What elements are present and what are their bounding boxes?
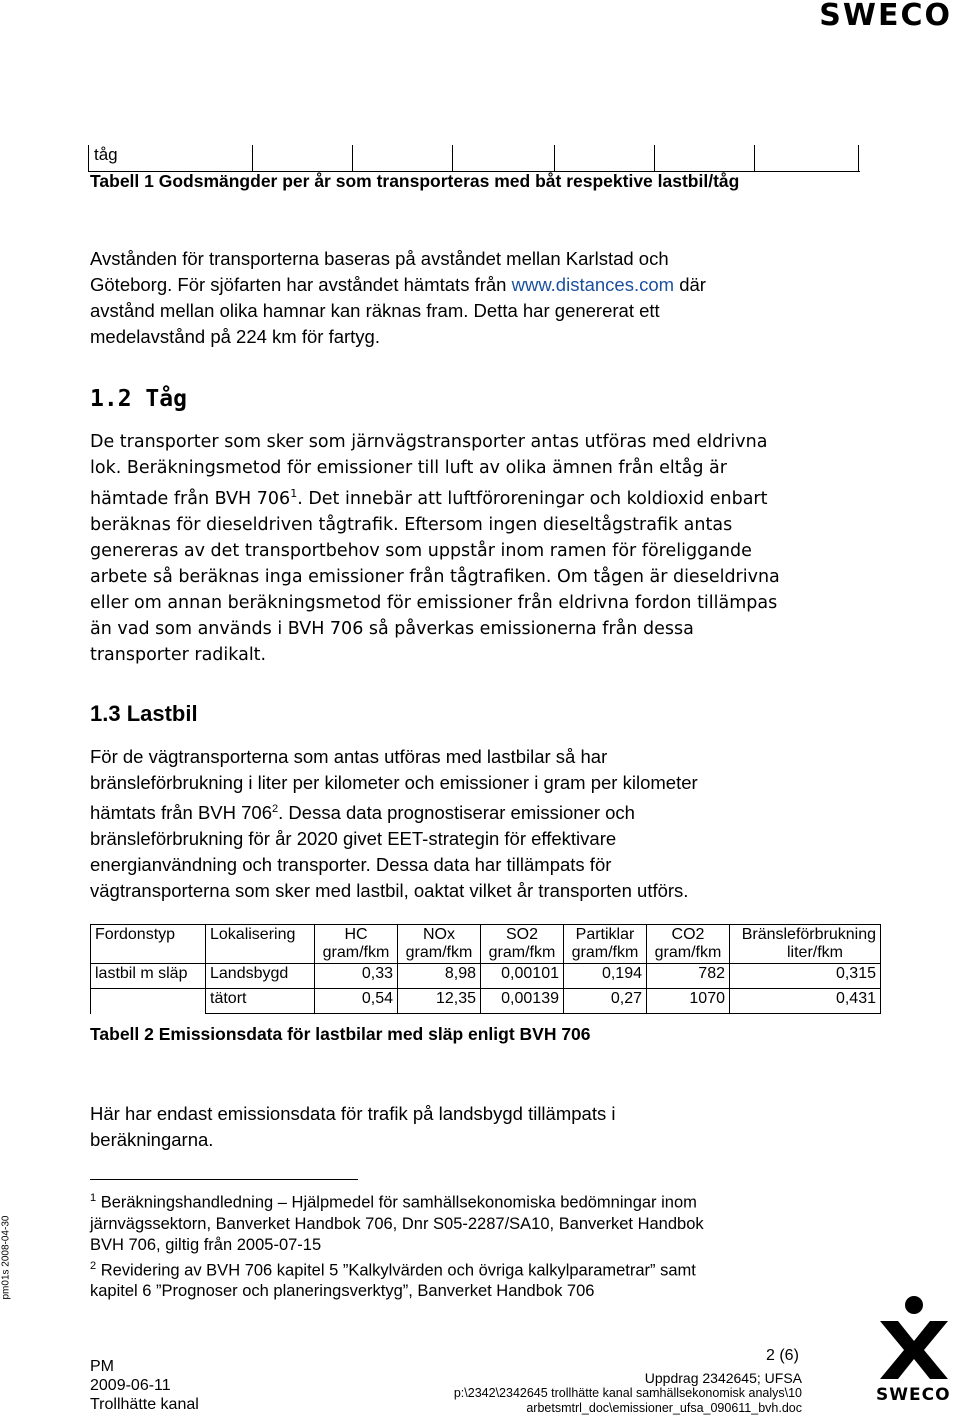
table1-fragment-cell: tåg: [94, 145, 118, 164]
text-fragment: hämtats från BVH 706: [90, 802, 273, 824]
table-cell: 1070: [647, 989, 730, 1014]
project-name: Trollhätte kanal: [90, 1396, 199, 1413]
sweco-logo-bottom: [874, 1295, 954, 1413]
text-line: avstånd mellan olika hamnar kan räknas fram. Detta har genererat ett: [90, 300, 660, 321]
footnote-ref: 1: [290, 487, 298, 500]
paragraph-landsbygd: [90, 1101, 615, 1153]
distances-link[interactable]: www.distances.com: [511, 274, 675, 295]
table-cell: 0,315: [730, 964, 881, 989]
text-line: eller om annan beräkningsmetod för emissioner från eldrivna fordon tillämpas: [90, 592, 778, 613]
header-cell: Bränsleförbrukning liter/fkm: [730, 925, 881, 964]
table-cell: 8,98: [398, 964, 481, 989]
text-line: bränsleförbrukning i liter per kilometer och emissioner i gram per kilometer: [90, 772, 698, 793]
table1-divider: [858, 145, 859, 171]
text-line: lok. Beräkningsmetod för emissioner till luft av olika ämnen från eltåg är: [90, 458, 727, 478]
footnote-2-cont: kapitel 6 ”Prognoser och planeringsverktyg”, Banverket Handbok 706: [90, 1282, 595, 1300]
emissions-table: [90, 924, 881, 1014]
header-cell: Lokalisering: [206, 925, 315, 964]
text-line: De transporter som sker som järnvägstransporter antas utföras med eldrivna: [90, 432, 768, 452]
text-line: bränsleförbrukning för år 2020 givet EET-strategin för effektivare: [90, 828, 617, 850]
sweco-emblem-icon: [874, 1295, 954, 1385]
table-cell: 782: [647, 964, 730, 989]
text-fragment: . Det innebär att luftföroreningar och koldioxid enbart: [297, 488, 768, 509]
table1-divider: [654, 145, 655, 171]
footnote-1-cont: BVH 706, giltig från 2005-07-15: [90, 1235, 322, 1254]
table1-divider: [352, 145, 353, 171]
table-cell: 0,33: [315, 964, 398, 989]
footnote-2: $^2$ Revidering av BVH 706 kapitel 5 ”Kalkylvärden och övriga kalkylparametrar” samt: [90, 1259, 696, 1279]
sweco-logo-top: SWECO: [819, 0, 952, 33]
text-line: transporter radikalt.: [90, 644, 267, 665]
table-cell: 0,431: [730, 989, 881, 1014]
file-path: p:\2342\2342645 trollhätte kanal samhällsekonomisk analys\10: [453, 1386, 802, 1400]
footnote-ref: 2: [272, 803, 279, 815]
header-cell: NOx gram/fkm: [398, 925, 481, 964]
paragraph-train: [90, 429, 780, 668]
table-cell: 0,00101: [481, 964, 564, 989]
text-line: [90, 796, 698, 826]
text-line: arbete så beräknas inga emissioner från tågtrafiken. Om tågen är dieseldrivna: [90, 566, 780, 587]
table1-divider: [252, 145, 253, 171]
text-fragment: där: [674, 274, 706, 295]
table-header-row: [91, 925, 881, 964]
table1-divider: [754, 145, 755, 171]
text-fragment: . Dessa data prognostiserar emissioner och: [278, 802, 635, 824]
table-cell: Landsbygd: [206, 964, 315, 989]
footer-left: [90, 1357, 199, 1414]
header-cell: Partiklar gram/fkm: [564, 925, 647, 964]
table-cell: [91, 989, 206, 1014]
text-line: energianvändning och transporter. Dessa data har tillämpats för: [90, 854, 612, 876]
text-fragment: Göteborg. För sjöfarten har avståndet hämtats från: [90, 274, 512, 295]
footnote-separator: [90, 1179, 358, 1180]
template-id-label: pm01s 2008-04-30: [0, 1215, 12, 1300]
text-line: [90, 481, 780, 512]
text-line: genereras av det transportbehov som uppstår inom ramen för föreliggande: [90, 540, 752, 561]
footnotes: [90, 1188, 704, 1302]
text-line: Här har endast emissionsdata för trafik på landsbygd tillämpats i: [90, 1103, 616, 1124]
section-heading-tag: 1.2 Tåg: [90, 386, 187, 412]
doc-type: PM: [90, 1358, 114, 1375]
assignment-number: Uppdrag 2342645; UFSA: [644, 1370, 802, 1386]
text-line: vägtransporterna som sker med lastbil, oaktat vilket år transporten utförs.: [90, 880, 689, 902]
file-path: arbetsmtrl_doc\emissioner_ufsa_090611_bvh.doc: [526, 1401, 802, 1415]
table-cell: lastbil m släp: [91, 964, 206, 989]
header-cell: SO2 gram/fkm: [481, 925, 564, 964]
table-row: [91, 989, 881, 1014]
sweco-wordmark: SWECO: [876, 1385, 951, 1405]
header-cell: HC gram/fkm: [315, 925, 398, 964]
doc-date: 2009-06-11: [90, 1377, 171, 1394]
text-line: medelavstånd på 224 km för fartyg.: [90, 326, 380, 347]
table1-divider: [88, 145, 89, 171]
paragraph-truck: [90, 744, 698, 904]
header-cell: Fordonstyp: [91, 925, 206, 964]
paragraph-distances: [90, 246, 706, 350]
table-row: [91, 964, 881, 989]
section-heading-lastbil: 1.3 Lastbil: [90, 701, 198, 726]
footnote-1-cont: järnvägssektorn, Banverket Handbok 706, Dnr S05-2287/SA10, Banverket Handbok: [90, 1214, 704, 1233]
table2-caption: Tabell 2 Emissionsdata för lastbilar med släp enligt BVH 706: [90, 1024, 591, 1044]
table1-divider: [554, 145, 555, 171]
table-cell: tätort: [206, 989, 315, 1014]
footer-right: [454, 1371, 802, 1416]
text-line: beräknas för dieseldriven tågtrafik. Eftersom ingen dieseltågstrafik antas: [90, 514, 733, 535]
table-cell: 0,00139: [481, 989, 564, 1014]
text-line: Avstånden för transporterna baseras på avståndet mellan Karlstad och: [90, 248, 669, 269]
table-cell: 0,27: [564, 989, 647, 1014]
footnote-1: $^1$ Beräkningshandledning – Hjälpmedel för samhällsekonomiska bedömningar inom: [90, 1192, 697, 1212]
header-cell: CO2 gram/fkm: [647, 925, 730, 964]
table-cell: 12,35: [398, 989, 481, 1014]
table-cell: 0,194: [564, 964, 647, 989]
table1-caption: Tabell 1 Godsmängder per år som transporteras med båt respektive lastbil/tåg: [90, 171, 740, 191]
table1-divider: [452, 145, 453, 171]
text-line: än vad som används i BVH 706 så påverkas emissionerna från dessa: [90, 618, 694, 639]
text-line: För de vägtransporterna som antas utföras med lastbilar så har: [90, 746, 608, 767]
page-number: 2 (6): [766, 1347, 799, 1364]
text-line: beräkningarna.: [90, 1129, 214, 1150]
table-cell: 0,54: [315, 989, 398, 1014]
text-fragment: hämtade från BVH 706: [90, 488, 291, 509]
text-line: [90, 272, 706, 298]
table1-fragment: [88, 143, 860, 172]
